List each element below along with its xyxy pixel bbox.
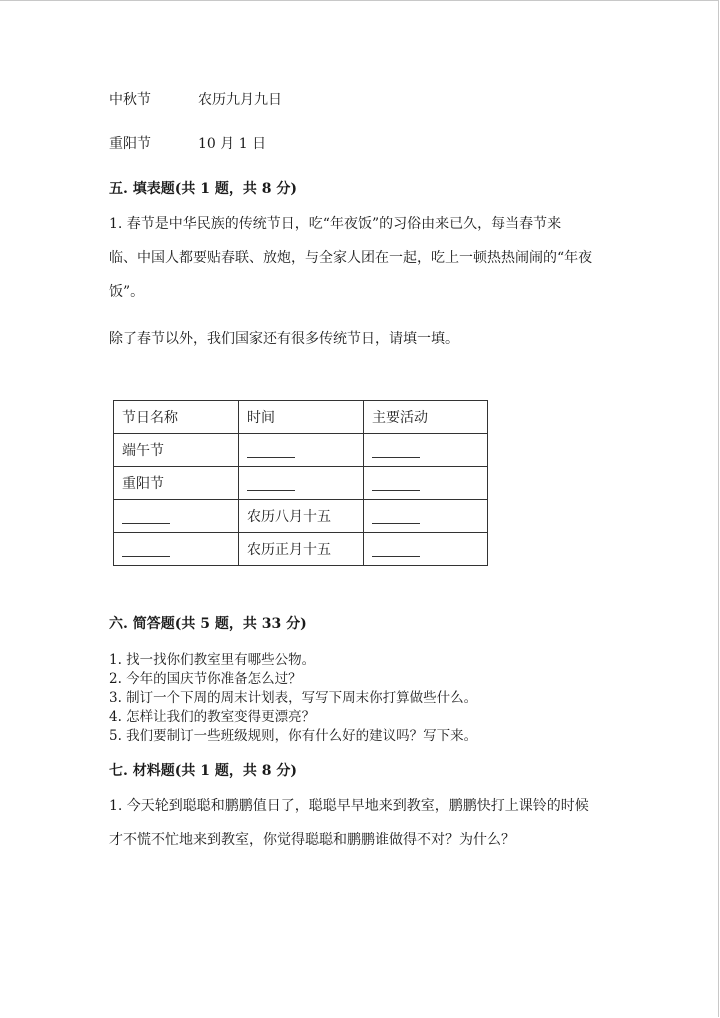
fill-blank[interactable] [122,542,170,557]
blank-cell[interactable] [114,500,239,533]
blank-cell[interactable] [364,434,488,467]
table-cell: 端午节 [114,434,239,467]
fill-blank[interactable] [372,542,420,557]
instruction-text: 除了春节以外，我们国家还有很多传统节日，请填一填。 [109,331,459,347]
blank-cell[interactable] [364,533,488,566]
festival-date: 农历九月九日 [198,92,282,108]
table-row [114,500,488,533]
festival-name: 中秋节 [109,92,151,108]
fill-blank[interactable] [122,509,170,524]
list-item: 5. 我们要制订一些班级规则，你有什么好的建议吗？写下来。 [109,728,478,744]
section-heading: 七. 材料题(共 1 题，共 8 分) [109,763,297,779]
question-text: 1. 春节是中华民族的传统节日，吃“年夜饭”的习俗由来已久，每当春节来 [109,216,562,232]
table-cell: 农历正月十五 [239,533,364,566]
table-cell: 重阳节 [114,467,239,500]
list-item: 1. 找一找你们教室里有哪些公物。 [109,652,316,668]
table-row [114,533,488,566]
table-header-row [114,401,488,434]
question-text: 1. 今天轮到聪聪和鹏鹏值日了，聪聪早早地来到教室，鹏鹏快打上课铃的时候 [109,798,589,814]
question-text: 饭”。 [109,284,145,300]
festival-date: 10 月 1 日 [198,136,267,152]
section-heading: 六. 简答题(共 5 题，共 33 分) [109,616,307,632]
list-item: 2. 今年的国庆节你准备怎么过？ [109,671,302,687]
fill-blank[interactable] [247,443,295,458]
blank-cell[interactable] [114,533,239,566]
blank-cell[interactable] [239,434,364,467]
table-header: 节日名称 [114,401,239,434]
list-item: 3. 制订一个下周的周末计划表，写写下周末你打算做些什么。 [109,690,478,706]
table-cell: 农历八月十五 [239,500,364,533]
question-text: 临、中国人都要贴春联、放炮，与全家人团在一起，吃上一顿热热闹闹的“年夜 [109,250,593,266]
table-header: 时间 [239,401,364,434]
blank-cell[interactable] [239,467,364,500]
blank-cell[interactable] [364,467,488,500]
fill-blank[interactable] [247,476,295,491]
table-header: 主要活动 [364,401,488,434]
festival-name: 重阳节 [109,136,151,152]
table-row [114,434,488,467]
list-item: 4. 怎样让我们的教室变得更漂亮？ [109,709,316,725]
blank-cell[interactable] [364,500,488,533]
table-row [114,467,488,500]
section-heading: 五. 填表题(共 1 题，共 8 分) [109,181,297,197]
question-list [109,648,477,743]
fill-blank[interactable] [372,443,420,458]
fill-blank[interactable] [372,509,420,524]
question-text: 才不慌不忙地来到教室，你觉得聪聪和鹏鹏谁做得不对？为什么？ [109,832,515,848]
fill-blank[interactable] [372,476,420,491]
festival-table [113,400,488,566]
